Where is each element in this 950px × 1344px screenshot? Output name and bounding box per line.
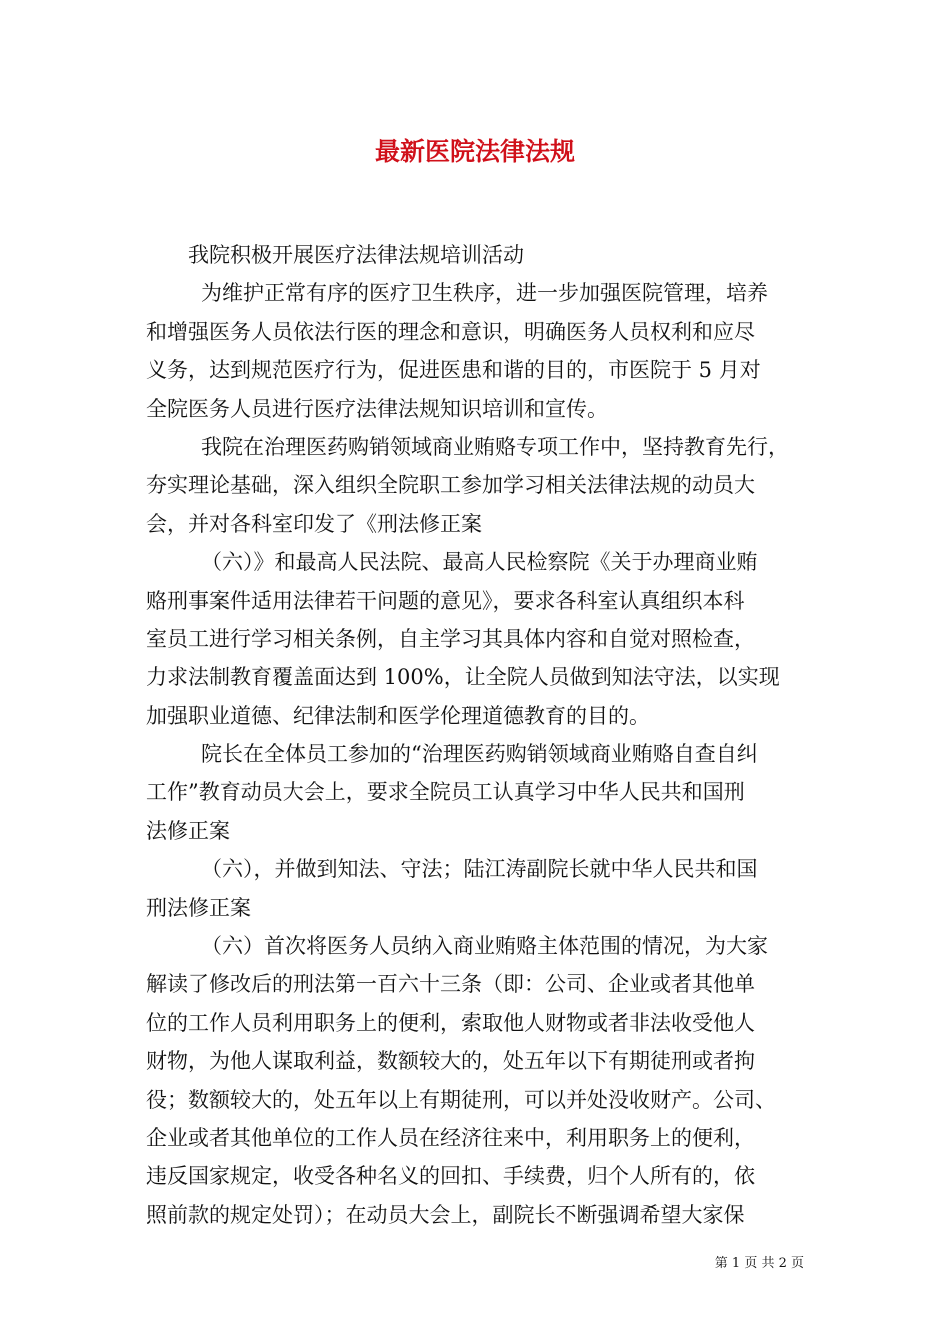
- text-line: 我院积极开展医疗法律法规培训活动: [188, 243, 524, 267]
- text-line: （六），并做到知法、守法；陆江涛副院长就中华人民共和国: [201, 857, 758, 882]
- page-number-footer: 第 1 页 共 2 页: [714, 1256, 804, 1271]
- text-line: 刑法修正案: [146, 895, 251, 920]
- text-line: 我院在治理医药购销领域商业贿赂专项工作中，坚持教育先行，: [201, 434, 789, 459]
- text-line: 赂刑事案件适用法律若干问题的意见》，要求各科室认真组织本科: [146, 588, 745, 613]
- text-line: 院长在全体员工参加的“治理医药购销领域商业贿赂自查自纠: [201, 742, 758, 767]
- text-line: （六）》和最高人民法院、最高人民检察院《关于办理商业贿: [201, 550, 758, 575]
- text-line: 全院医务人员进行医疗法律法规知识培训和宣传。: [146, 396, 608, 421]
- text-line: 役；数额较大的，处五年以上有期徒刑，可以并处没收财产。公司、: [146, 1087, 776, 1112]
- text-line: 企业或者其他单位的工作人员在经济往来中，利用职务上的便利，: [146, 1125, 755, 1150]
- text-line: 室员工进行学习相关条例，自主学习其具体内容和自觉对照检查，: [146, 626, 755, 651]
- document-body: [146, 236, 810, 1234]
- text-line: 会，并对各科室印发了《刑法修正案: [146, 511, 482, 536]
- document-title: 最新医院法律法规: [374, 137, 575, 166]
- text-line: 加强职业道德、纪律法制和医学伦理道德教育的目的。: [146, 703, 650, 728]
- text-line: 法修正案: [146, 818, 230, 843]
- text-line: 照前款的规定处罚）；在动员大会上，副院长不断强调希望大家保: [146, 1202, 745, 1227]
- text-line: 和增强医务人员依法行医的理念和意识，明确医务人员权利和应尽: [146, 319, 755, 344]
- text-line: （六）首次将医务人员纳入商业贿赂主体范围的情况，为大家: [201, 934, 768, 959]
- text-line: 夯实理论基础，深入组织全院职工参加学习相关法律法规的动员大: [146, 473, 755, 498]
- text-line: 财物，为他人谋取利益，数额较大的，处五年以下有期徒刑或者拘: [146, 1049, 755, 1074]
- text-line: 解读了修改后的刑法第一百六十三条（即：公司、企业或者其他单: [146, 972, 755, 997]
- text-line: 力求法制教育覆盖面达到 100%，让全院人员做到知法守法，以实现: [146, 665, 780, 690]
- text-line: 义务，达到规范医疗行为，促进医患和谐的目的，市医院于 5 月对: [146, 358, 761, 383]
- text-line: 工作”教育动员大会上，要求全院员工认真学习中华人民共和国刑: [146, 780, 745, 805]
- text-line: 位的工作人员利用职务上的便利，索取他人财物或者非法收受他人: [146, 1010, 755, 1035]
- text-line: 违反国家规定，收受各种名义的回扣、手续费，归个人所有的，依: [146, 1164, 755, 1189]
- text-line: 为维护正常有序的医疗卫生秩序，进一步加强医院管理，培养: [201, 281, 768, 306]
